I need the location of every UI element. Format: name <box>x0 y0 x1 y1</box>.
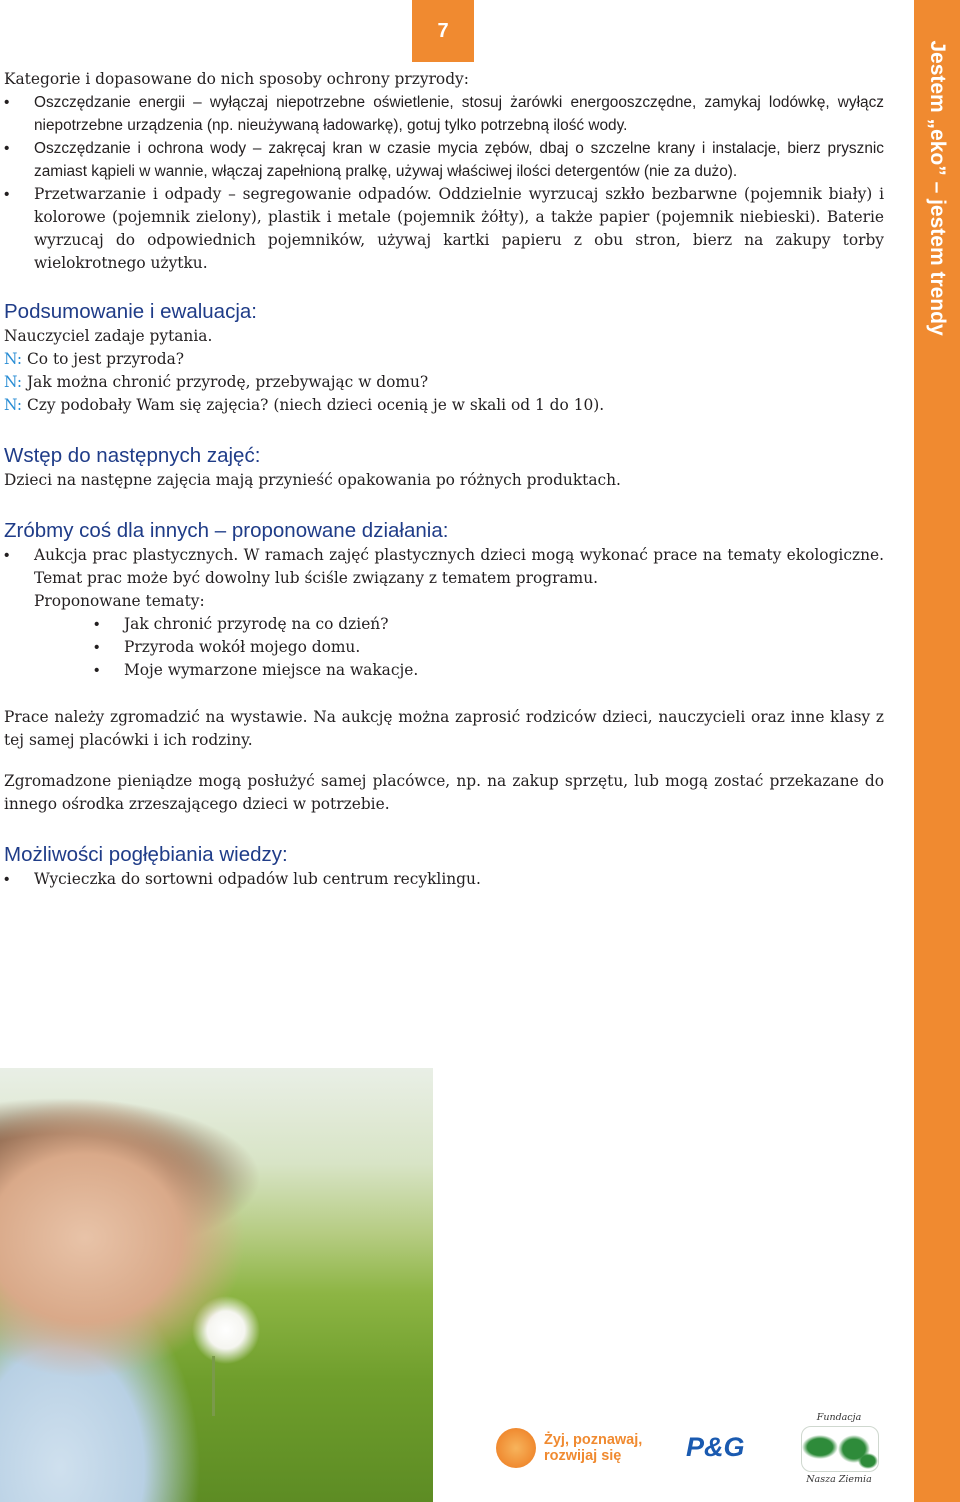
page-number-tab <box>412 0 474 62</box>
summary-heading: Podsumowanie i ewaluacja: <box>4 300 257 323</box>
fundacja-nasza-ziemia-logo <box>797 1412 881 1488</box>
next-lesson-heading: Wstęp do następnych zajęć: <box>4 444 261 467</box>
list-item: • Jak chronić przyrodę na co dzień? <box>94 613 884 636</box>
fund-bottom-text: Nasza Ziemia <box>806 1474 872 1485</box>
pg-logo: P&G <box>686 1432 745 1462</box>
question-line <box>4 348 884 371</box>
question-label: N: <box>4 396 23 414</box>
list-item: • Aukcja prac plastycznych. W ramach zajęć plastycznych dzieci mogą wykonać prace na tematy ekologiczne. Temat prac może być dowolny lub ściśle związany z tematem programu. <box>4 544 884 590</box>
question-text: Czy podobały Wam się zajęcia? (niech dzieci ocenią je w skali od 1 do 10). <box>27 396 605 414</box>
list-item: • Przetwarzanie i odpady – segregowanie odpadów. Oddzielnie wyrzucaj szkło bezbarwne (pojemnik biały) i kolorowe (pojemnik zielony), plastik i metale (pojemnik żółty), a także papier (pojemnik niebieski). Baterie wyrzucaj do odpowiednich pojemników, używaj kartki papieru z obu stron, bierz na zakupy torby wielokrotnego użytku. <box>4 183 884 275</box>
list-item: • Oszczędzanie i ochrona wody – zakręcaj kran w czasie mycia zębów, dbaj o szczelne krany i instalacje, bierz prysznic zamiast kąpieli w wannie, włączaj zapełnioną pralkę, używaj właściwej ilości detergentów (nie za dużo). <box>4 137 884 183</box>
zyj-line-2: rozwijaj się <box>544 1448 622 1464</box>
dandelion-stem <box>212 1356 215 1416</box>
deepening-list <box>4 868 884 891</box>
actions-list <box>4 544 884 590</box>
intro-text: Kategorie i dopasowane do nich sposoby ochrony przyrody: <box>4 70 469 88</box>
question-label: N: <box>4 350 23 368</box>
child-dandelion-photo <box>0 1068 433 1502</box>
list-item: • Wycieczka do sortowni odpadów lub centrum recyklingu. <box>4 868 884 891</box>
question-label: N: <box>4 373 23 391</box>
summary-intro: Nauczyciel zadaje pytania. <box>4 327 213 345</box>
question-text: Co to jest przyroda? <box>27 350 185 368</box>
next-lesson-text: Dzieci na następne zajęcia mają przynieść opakowania po różnych produktach. <box>4 471 621 489</box>
proposed-label: Proponowane tematy: <box>34 592 205 610</box>
funds-paragraph: Zgromadzone pieniądze mogą posłużyć samej placówce, np. na zakup sprzętu, lub mogą zostać przekazane do innego ośrodka zrzeszającego dzieci w potrzebie. <box>4 772 884 813</box>
zyj-line-1: Żyj, poznawaj, <box>544 1432 643 1448</box>
main-content <box>4 68 884 891</box>
sun-icon <box>496 1428 536 1468</box>
list-item: • Oszczędzanie energii – wyłączaj niepotrzebne oświetlenie, stosuj żarówki energooszczędne, zamykaj lodówkę, wyłącz niepotrzebne urządzenia (np. nieużywaną ładowarkę), gotuj tylko potrzebną ilość wody. <box>4 91 884 137</box>
fund-top-text: Fundacja <box>816 1412 862 1423</box>
deepening-heading: Możliwości pogłębiania wiedzy: <box>4 843 288 866</box>
zyj-poznawaj-logo <box>496 1428 642 1468</box>
auction-paragraph: Prace należy zgromadzić na wystawie. Na aukcję można zaprosić rodziców dzieci, nauczycieli oraz inne klasy z tej samej placówki i ich rodziny. <box>4 708 884 749</box>
topics-list <box>94 613 884 682</box>
categories-list <box>4 91 884 275</box>
list-item: • Moje wymarzone miejsce na wakacje. <box>94 659 884 682</box>
actions-heading: Zróbmy coś dla innych – proponowane działania: <box>4 519 449 542</box>
question-text: Jak można chronić przyrodę, przebywając w domu? <box>27 373 429 391</box>
page-number: 7 <box>437 19 449 42</box>
question-line <box>4 394 884 417</box>
list-item: • Przyroda wokół mojego domu. <box>94 636 884 659</box>
globe-icon <box>801 1426 879 1472</box>
question-line <box>4 371 884 394</box>
side-band <box>914 0 960 1502</box>
side-title: Jestem „eko” – jestem trendy <box>926 40 949 336</box>
